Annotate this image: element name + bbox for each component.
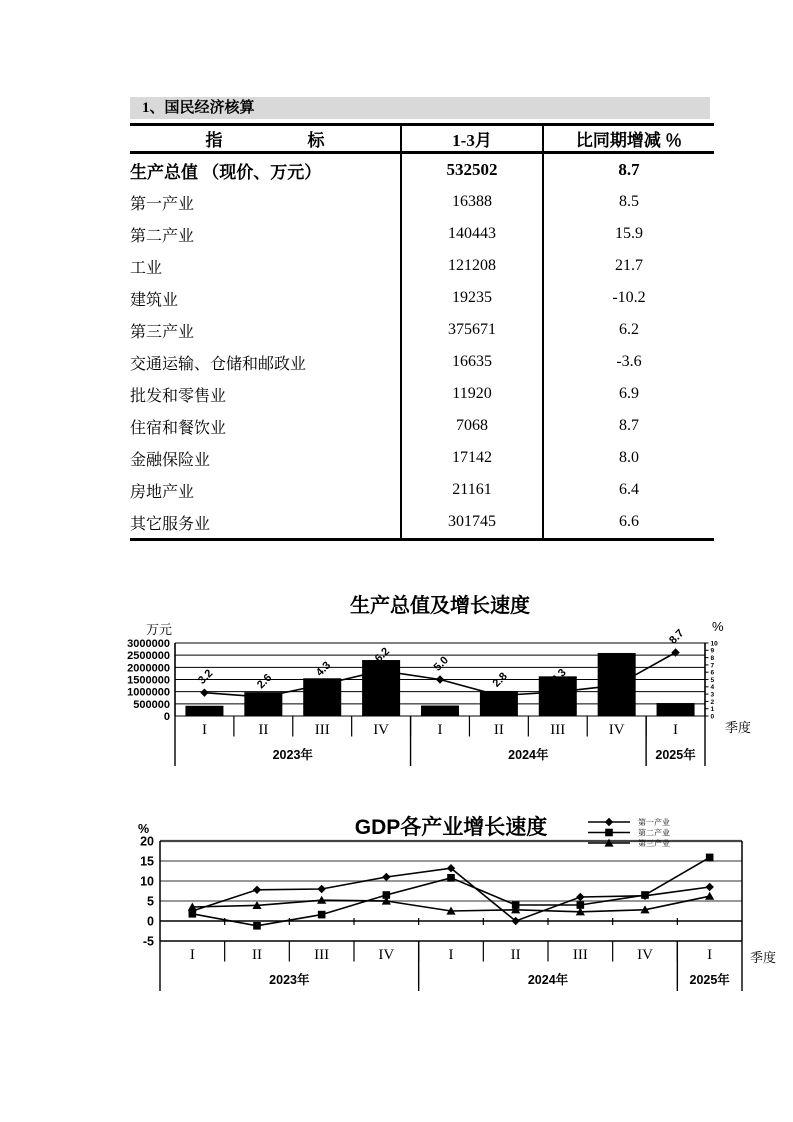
right-axis-tick: 5 (710, 676, 715, 684)
year-label: 2023年 (272, 748, 313, 762)
section-title: 1、国民经济核算 (142, 100, 255, 116)
value-cell: 7068 (401, 410, 543, 442)
left-axis-tick: 1500000 (127, 674, 170, 687)
quarter-label: III (572, 947, 588, 963)
year-label: 2023年 (269, 973, 310, 987)
diamond-marker (200, 688, 208, 696)
change-cell: -10.2 (543, 282, 714, 314)
value-cell: 17142 (401, 442, 543, 474)
year-label: 2025年 (689, 973, 730, 987)
change-cell: 6.2 (543, 314, 714, 346)
data-label: 3.3 (549, 666, 569, 687)
table-row (130, 282, 714, 314)
indicator-cell: 其它服务业 (130, 515, 211, 533)
year-label: 2025年 (655, 748, 696, 762)
value-cell: 140443 (401, 218, 543, 250)
value-cell: 11920 (401, 378, 543, 410)
change-cell: 8.0 (543, 442, 714, 474)
change-cell: 6.6 (543, 506, 714, 540)
quarter-label: I (437, 722, 443, 738)
right-axis-tick: 1 (710, 706, 715, 714)
left-axis-unit: 万元 (146, 622, 173, 637)
quarter-label: II (252, 947, 262, 963)
right-axis-tick: 9 (710, 647, 715, 655)
right-axis-tick: 8 (710, 655, 715, 662)
bar (185, 706, 223, 716)
y-axis-tick: 0 (147, 914, 154, 929)
gdp-industry-growth-chart (130, 813, 793, 998)
change-cell: 15.9 (543, 218, 714, 250)
data-label: 2.8 (490, 670, 510, 690)
square-marker (447, 874, 455, 882)
section-title-bar (130, 97, 710, 119)
y-axis-tick: -5 (142, 934, 154, 949)
chart2-title: GDP各产业增长速度 (354, 816, 548, 839)
change-cell: 6.4 (543, 474, 714, 506)
value-cell: 19235 (401, 282, 543, 314)
change-cell: 21.7 (543, 250, 714, 282)
data-label: 2.6 (254, 671, 275, 692)
triangle-marker (705, 892, 714, 900)
indicator-cell: 建筑业 (130, 291, 179, 309)
quarter-label: IV (637, 947, 653, 963)
square-marker (706, 854, 714, 862)
year-label: 2024年 (527, 973, 569, 987)
right-axis-tick: 2 (710, 698, 715, 706)
national-accounts-table (130, 123, 714, 541)
data-label: 4.3 (313, 659, 334, 679)
table-row (130, 442, 714, 474)
change-cell: 8.5 (543, 186, 714, 218)
left-axis-tick: 2000000 (127, 662, 170, 675)
y-axis-tick: 15 (140, 854, 154, 869)
value-cell: 301745 (401, 506, 543, 540)
square-marker (189, 910, 197, 918)
value-cell: 21161 (401, 474, 543, 506)
chart1-title: 生产总值及增长速度 (350, 595, 530, 617)
table-row (130, 474, 714, 506)
bar (657, 703, 695, 716)
value-cell: 16388 (401, 186, 543, 218)
legend-label: 第二产业 (638, 828, 670, 838)
diamond-marker (253, 886, 261, 894)
quarter-label: II (493, 722, 504, 738)
data-label: 8.7 (667, 627, 687, 647)
legend-label: 第三产业 (638, 838, 670, 848)
value-cell: 16635 (401, 346, 543, 378)
y-axis-tick: 20 (140, 834, 154, 849)
change-cell: 8.7 (543, 410, 714, 442)
table-row (130, 186, 714, 218)
change-cell: -3.6 (543, 346, 714, 378)
diamond-marker (605, 818, 613, 826)
right-axis-tick: 0 (710, 713, 715, 721)
indicator-cell: 金融保险业 (130, 451, 211, 469)
diamond-marker (436, 675, 444, 683)
square-marker (253, 922, 261, 930)
left-axis-tick: 3000000 (127, 638, 170, 650)
right-axis-tick: 7 (710, 662, 715, 670)
right-axis-tick: 10 (710, 640, 718, 648)
quarter-label: III (550, 722, 566, 738)
square-marker (605, 829, 613, 837)
quarter-label: I (707, 947, 713, 963)
table-row (130, 250, 714, 282)
square-marker (641, 891, 649, 899)
left-axis-tick: 1000000 (127, 686, 170, 699)
indicator-cell: 第二产业 (130, 227, 195, 245)
table-body (130, 153, 714, 540)
table-row (130, 378, 714, 410)
value-cell: 532502 (401, 153, 543, 187)
diamond-marker (317, 885, 325, 893)
legend (588, 817, 670, 848)
table-row (130, 218, 714, 250)
table-row (130, 346, 714, 378)
quarter-label: I (201, 722, 207, 738)
indicator-cell: 工业 (130, 259, 163, 277)
y-axis-tick: 10 (140, 874, 154, 889)
col-header-change: 比同期增减 ％ (543, 125, 714, 153)
x-axis-unit: 季度 (750, 950, 777, 965)
square-marker (318, 911, 326, 919)
quarter-label: III (314, 947, 330, 963)
quarter-label: I (673, 722, 679, 738)
indicator-cell: 生产总值 （现价、万元） (130, 162, 322, 182)
diamond-marker (576, 893, 584, 901)
table-header-row (130, 125, 714, 153)
col-header-indicator: 指 标 (130, 125, 401, 153)
right-axis-tick: 3 (710, 691, 715, 699)
quarter-label: IV (373, 722, 390, 738)
quarter-label: I (448, 947, 454, 963)
category-axis (175, 716, 705, 766)
quarter-label: II (510, 947, 521, 963)
bar (421, 706, 459, 716)
quarter-label: IV (378, 947, 395, 963)
table-row (130, 506, 714, 540)
indicator-cell: 第一产业 (130, 195, 195, 213)
y-axis-unit: % (138, 822, 150, 836)
legend-label: 第一产业 (638, 817, 670, 827)
change-cell: 8.7 (543, 153, 714, 187)
data-label: 3.2 (196, 667, 216, 687)
quarter-label: III (314, 722, 330, 738)
category-axis (160, 941, 742, 991)
right-axis-tick: 4 (710, 684, 715, 692)
x-axis-unit: 季度 (725, 720, 752, 735)
table-row (130, 410, 714, 442)
change-cell: 6.9 (543, 378, 714, 410)
left-axis-tick: 500000 (133, 698, 170, 711)
indicator-cell: 批发和零售业 (130, 387, 227, 405)
gdp-total-growth-chart (127, 616, 790, 786)
right-axis-tick: 6 (710, 669, 715, 677)
left-axis-tick: 0 (163, 711, 170, 723)
data-label: 6.2 (372, 645, 393, 665)
indicator-cell: 第三产业 (130, 323, 195, 341)
indicator-cell: 住宿和餐饮业 (130, 419, 227, 437)
year-label: 2024年 (508, 748, 549, 762)
data-label: 4.2 (608, 660, 628, 680)
quarter-label: II (258, 722, 269, 738)
value-cell: 375671 (401, 314, 543, 346)
quarter-label: IV (608, 722, 625, 738)
table-row (130, 153, 714, 187)
indicator-cell: 房地产业 (130, 483, 195, 501)
data-label: 5.0 (431, 654, 451, 674)
left-axis-tick: 2500000 (127, 650, 170, 663)
col-header-period: 1-3月 (401, 125, 543, 153)
value-cell: 121208 (401, 250, 543, 282)
indicator-cell: 交通运输、仓储和邮政业 (130, 355, 307, 373)
line-series-第一产业 (188, 864, 714, 925)
right-axis-unit: % (712, 619, 724, 634)
diamond-marker (705, 883, 713, 891)
y-axis-tick: 5 (147, 894, 154, 909)
diamond-marker (382, 873, 390, 881)
table-row (130, 314, 714, 346)
quarter-label: I (189, 947, 195, 963)
